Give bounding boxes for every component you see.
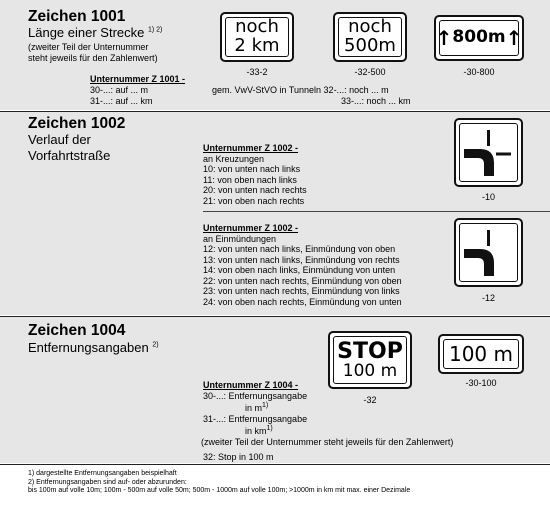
section-1004-line-31b-text: in km — [245, 426, 267, 436]
sign-noch-2km-frame — [225, 17, 289, 57]
footnote-2-detail: bis 100m auf volle 10m; 100m - 500m auf volle 50m; 500m - 1000m auf volle 100m; >1000m in km mit max. einer Dezimale — [28, 487, 411, 494]
section-1004-line-30b-ref: 1) — [262, 402, 269, 409]
section-1002-subtitle-line: Vorfahrtstraße — [28, 148, 111, 163]
section-1004-line-30b-text: in m — [245, 403, 263, 413]
sign-800m-label: -30-800 — [463, 67, 495, 77]
list-item: 20: von unten nach rechts — [203, 185, 307, 195]
arrow-up-icon: ↑ — [435, 25, 453, 50]
sign-priority-road-crossing-label: -10 — [481, 192, 495, 202]
section-1001-subnumber-lines — [90, 85, 153, 106]
sign-100m — [438, 334, 524, 374]
section-1002-crossings-intro: an Kreuzungen — [203, 153, 265, 164]
section-1004-subnumber-heading: Unternummer Z 1004 - — [203, 380, 299, 390]
sign-noch-2km-label: -33-2 — [246, 67, 268, 77]
section-1002-crossings-list — [203, 164, 307, 206]
section-1002-subtitle — [28, 132, 110, 164]
section-1004-line-31b-ref: 1) — [266, 425, 273, 432]
sign-noch-2km-line2: 2 km — [234, 35, 280, 56]
sign-stop-distance: 100 m — [342, 360, 398, 381]
list-item: 10: von unten nach links — [203, 164, 301, 174]
sign-100m-label: -30-100 — [465, 378, 497, 388]
footnotes — [28, 470, 410, 496]
list-item: 14: von oben nach links, Einmündung von unten — [203, 265, 396, 275]
section-1001-tunnel-text-2: 33-...: noch ... km — [341, 96, 411, 106]
section-1004-line-32: 32: Stop in 100 m — [203, 452, 274, 462]
section-1001-note-line: (zweiter Teil der Unternummer — [28, 42, 149, 52]
sign-100m-text: 100 m — [448, 341, 513, 366]
list-item: 11: von oben nach links — [203, 174, 297, 185]
section-1001-note — [28, 42, 158, 63]
footnote-1: 1) dargestellte Entfernungsangaben beispielhaft — [28, 470, 177, 477]
arrow-up-icon: ↑ — [505, 25, 523, 50]
sign-800m-text: 800m — [452, 27, 506, 48]
section-1004-subtitle-text: Entfernungsangaben — [28, 340, 149, 355]
section-1001-subnumber-line: 31-...: auf ... km — [90, 95, 153, 106]
sign-priority-road-junction-label: -12 — [481, 293, 495, 303]
section-1001-note-line: steht jeweils für den Zahlenwert) — [28, 52, 158, 63]
sign-stop-100m — [328, 331, 412, 389]
sign-stop-text: STOP — [337, 338, 403, 364]
section-1002-junctions-heading: Unternummer Z 1002 - — [203, 223, 299, 233]
sign-stop-100m-label: -32 — [363, 395, 377, 405]
sign-800m-range — [434, 15, 524, 61]
sign-noch-2km-line1: noch — [235, 16, 279, 38]
section-1002-title: Zeichen 1002 — [28, 115, 126, 132]
section-1004-title: Zeichen 1004 — [28, 322, 126, 339]
section-1002-crossings-group — [203, 143, 307, 206]
section-1001-subnumber-line: 30-...: auf ... m — [90, 85, 149, 95]
section-1002-junctions-intro: an Einmündungen — [203, 233, 277, 244]
sign-noch-500m-label: -32-500 — [354, 67, 386, 77]
sign-stop-100m-frame — [333, 336, 407, 384]
section-1002-subtitle-line: Verlauf der — [28, 132, 91, 147]
list-item: 12: von unten nach links, Einmündung von oben — [203, 244, 396, 254]
sign-800m-frame — [435, 20, 523, 56]
sign-noch-500m-line1: noch — [348, 16, 392, 38]
list-item: 21: von oben nach rechts — [203, 195, 305, 206]
section-1004-subnumber-block — [203, 380, 453, 447]
sign-noch-500m-frame — [338, 17, 402, 57]
section-1001-subtitle-text: Länge einer Strecke — [28, 25, 145, 40]
section-1004-subtitle — [28, 340, 159, 355]
priority-road-crossing-icon — [460, 124, 517, 181]
section-1001-subtitle-footnote-ref: 1) 2) — [147, 26, 163, 34]
sign-noch-500m — [333, 12, 407, 62]
sign-priority-road-junction — [454, 218, 523, 287]
section-1002-crossings-heading: Unternummer Z 1002 - — [203, 143, 299, 153]
section-1002-junctions-group — [203, 223, 402, 307]
sign-priority-road-crossing — [454, 118, 523, 187]
list-item: 24: von oben nach rechts, Einmündung von unten — [203, 296, 402, 307]
divider — [0, 464, 550, 465]
footnote-2: 2) Entfernungsangaben sind auf- oder abzurunden: — [28, 478, 187, 486]
priority-road-junction-icon — [460, 224, 517, 281]
section-1004-line-30a: 30-...: Entfernungsangabe — [203, 390, 308, 401]
sign-priority-road-junction-frame — [459, 223, 518, 282]
section-1001-subnumber-heading: Unternummer Z 1001 - — [90, 74, 186, 84]
section-1004-subtitle-footnote-ref: 2) — [152, 341, 159, 349]
section-1004-note: (zweiter Teil der Unternummer steht jeweils für den Zahlenwert) — [201, 436, 454, 447]
group-separator — [203, 211, 550, 212]
sign-noch-500m-line2: 500m — [344, 35, 396, 56]
sign-noch-2km — [220, 12, 294, 62]
section-1004-line-31a: 31-...: Entfernungsangabe — [203, 413, 308, 424]
sign-100m-frame — [443, 339, 519, 369]
section-1002-junctions-list — [203, 244, 402, 307]
section-1001-subtitle — [28, 25, 162, 40]
list-item: 23: von unten nach rechts, Einmündung von links — [203, 286, 400, 296]
list-item: 13: von unten nach links, Einmündung von rechts — [203, 254, 400, 265]
sign-priority-road-crossing-frame — [459, 123, 518, 182]
section-1004-line-31b — [203, 424, 453, 437]
list-item: 22: von unten nach rechts, Einmündung von oben — [203, 275, 402, 286]
section-1001-title: Zeichen 1001 — [28, 8, 126, 25]
section-1001-tunnel-text: gem. VwV-StVO in Tunneln 32-...: noch ... m — [212, 85, 389, 95]
